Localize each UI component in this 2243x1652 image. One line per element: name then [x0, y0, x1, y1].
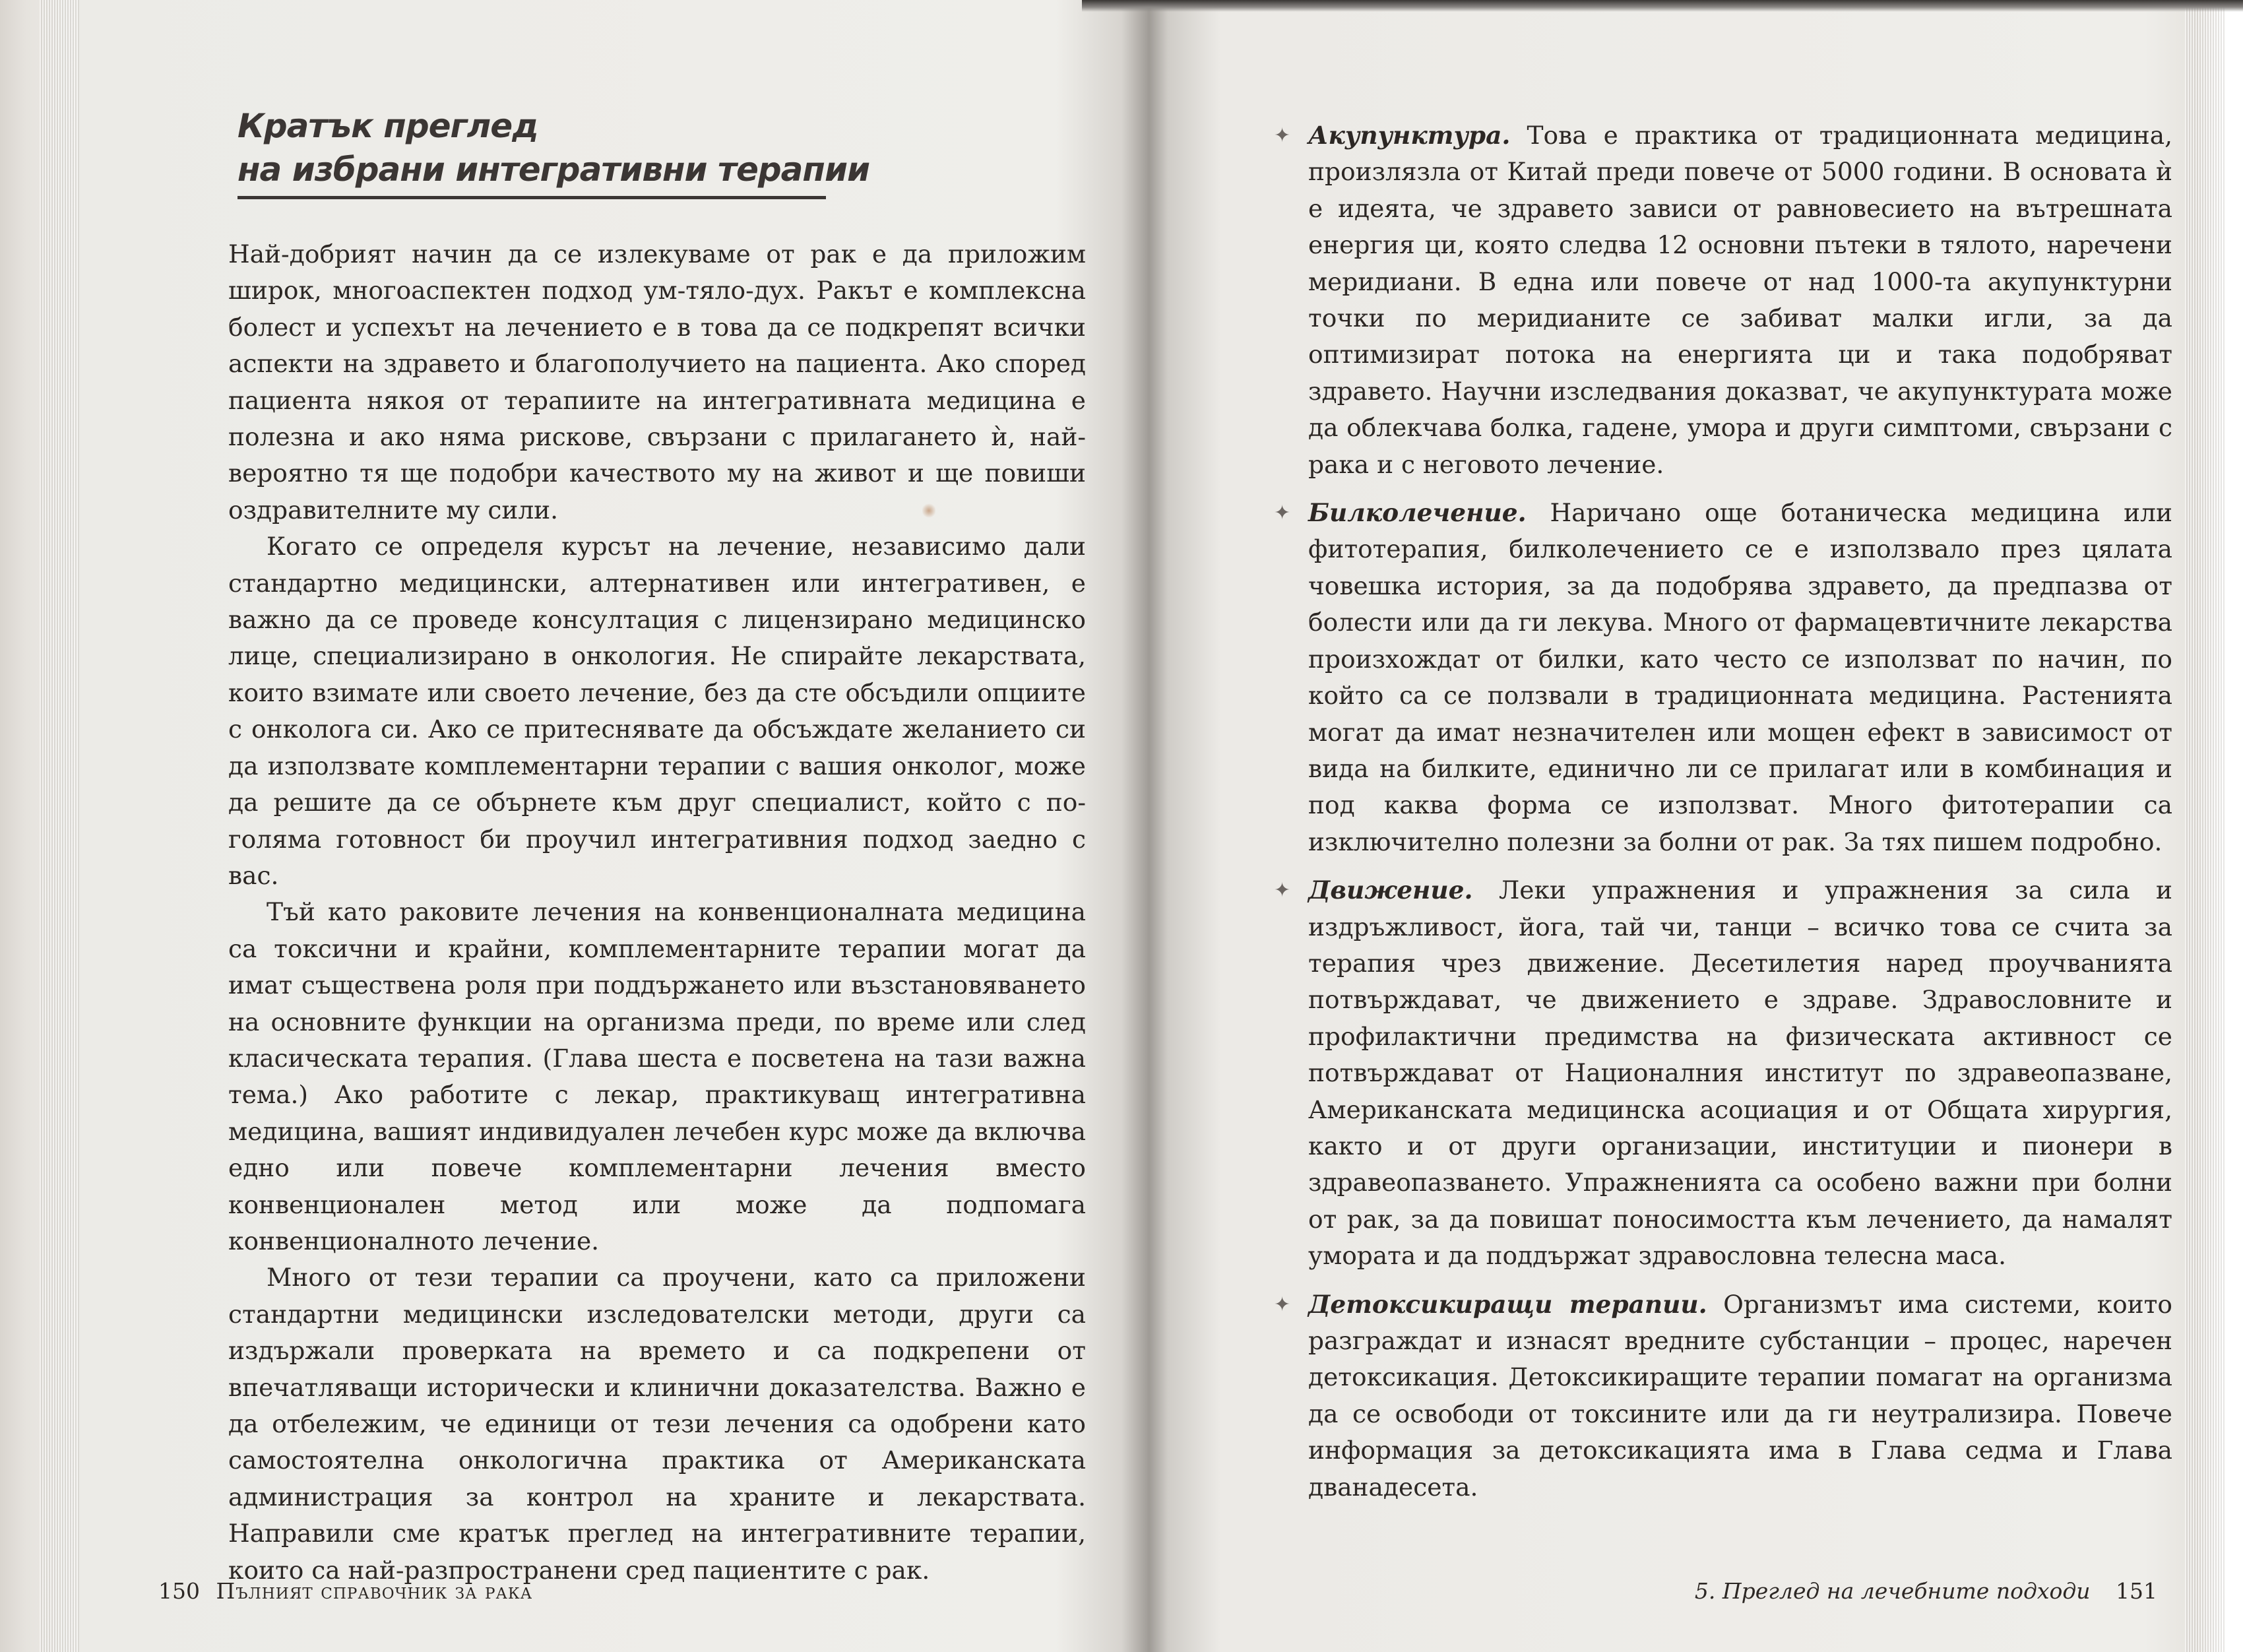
list-item [1274, 117, 2172, 483]
list-item-term: Движение. [1308, 875, 1473, 905]
heading-line-2: на избрани интегративни терапии [237, 150, 870, 189]
section-heading [237, 104, 869, 191]
page-edges-left [40, 0, 79, 1652]
list-item-text: Наричано още ботаническа медицина или фитотерапия, билколечението се е използвало през цялата човешка история, за да подобрява здравето, да предпазва от болести или да ги лекува. Много от фармацевтичните лекарства произхождат от билки, като често се използват по начин, по който са се ползвали в традиционната медицина. Растенията могат да имат незначителен или мощен ефект в зависимост от вида на билките, единично ли се прилагат или в комбинация и под каква форма се използват. Много фитотерапии са изключително полезни за болни от рак. За тях пишем подробно. [1308, 498, 2172, 856]
page-edges-right [2185, 0, 2225, 1652]
paragraph: Най-добрият начин да се излекуваме от рак е да приложим широк, многоаспектен подход ум-тяло-дух. Ракът е комплексна болест и успехът на лечението е в това да се подкрепят всички аспекти на здравето и благополучието на пациента. Ако според пациента някоя от терапиите на интегративната медицина е полезна и ако няма рискове, свързани с прилагането ѝ, най-вероятно тя ще подобри качеството му на живот и ще повиши оздравителните му сили. [228, 239, 1086, 524]
paragraph: Много от тези терапии са проучени, като са приложени стандартни медицински изследователски методи, други са издържали проверката на времето и са подкрепени от впечатляващи исторически и клинични доказателства. Важно е да отбележим, че единици от тези лечения са одобрени като самостоятелна онкологична практика от Американската администрация за контрол на храните и лекарствата. Направили сме кратък преглед на интегративните терапии, които са най-разпространени сред пациентите с рак. [228, 1263, 1086, 1585]
paragraph: Тъй като раковите лечения на конвенционалната медицина са токсични и крайни, комплементарните терапии могат да имат съществена роля при поддържането или възстановяването на основните функции на организма преди, по време или след класическата терапия. (Глава шеста е посветена на тази важна тема.) Ако работите с лекар, практикуващ интегративна медицина, вашият индивидуален лечебен курс може да включва едно или повече комплементарни лечения вместо конвенционален метод или може да подпомага конвенционалното лечение. [228, 897, 1086, 1255]
list-item [1274, 872, 2172, 1274]
therapy-list [1274, 117, 2172, 1517]
bullet-icon: ✦ [1274, 1292, 1291, 1316]
list-item-term: Билколечение. [1308, 498, 1527, 528]
running-title: Пълният справочник за рака [216, 1578, 533, 1604]
bullet-icon: ✦ [1274, 879, 1291, 903]
list-item [1274, 1287, 2172, 1506]
page-number-right: 151 [2116, 1578, 2157, 1604]
list-item-text: Организмът има системи, които разграждат и изнасят вредните субстанции – процес, наречен детоксикация. Детоксикиращите терапии помагат на организма да се освободи от токсините или да ги неутрализира. Повече информация за детоксикацията има в Глава седма и Глава дванадесета. [1308, 1289, 2172, 1502]
list-item-term: Акупунктура. [1308, 121, 1511, 150]
right-footer [1695, 1578, 2157, 1604]
list-item [1274, 495, 2172, 860]
right-page [1270, 0, 2180, 1652]
list-item-term: Детоксикиращи терапии. [1308, 1289, 1707, 1319]
list-item-text: Това е практика от традиционната медицина, произлязла от Китай преди повече от 5000 години. В основата ѝ е идеята, че здравето зависи от равновесието на вътрешната енергия ци, която следва 12 основни пътеки в тялото, наречени меридиани. В една или повече от над 1000-та акупунктурни точки по меридианите се забиват малки игли, за да оптимизират потока на енергията ци и така подобряват здравето. Научни изследвания доказват, че акупунктурата може да облекчава болка, гадене, умора и други симптоми, свързани с рака и с неговото лечение. [1308, 121, 2172, 479]
chapter-title: 5. Преглед на лечебните подходи [1694, 1578, 2091, 1604]
left-page [224, 0, 1089, 1652]
paragraph: Когато се определя курсът на лечение, независимо дали стандартно медицински, алтернативен или интегративен, е важно да се проведе консултация с лицензирано медицинско лице, специализирано в онкология. Не спирайте лекарствата, които взимате или своето лечение, без да сте обсъдили опциите с онколога си. Ако се притеснявате да обсъждате желанието си да използвате комплементарни терапии с вашия онколог, може да решите да се обърнете към друг специалист, който с по-голяма готовност би проучил интегративния подход заедно с вас. [228, 532, 1086, 890]
heading-underline [237, 196, 826, 199]
bullet-icon: ✦ [1274, 124, 1291, 147]
left-body-text [228, 236, 1086, 1589]
left-footer [158, 1578, 532, 1604]
heading-line-1: Кратък преглед [237, 107, 538, 145]
page-number-left: 150 [158, 1578, 200, 1604]
list-item-text: Леки упражнения и упражнения за сила и издръжливост, йога, тай чи, танци – всичко това се счита за терапия чрез движение. Десетилетия наред проучванията потвърждават, че движението е здраве. Здравословните и профилактични предимства на физическата активност се потвърждават от Националния институт по здравеопазване, Американската медицинска асоциация и от Общата хирургия, както и от други организации, институции и пионери в здравеопазването. Упражненията са особено важни при болни от рак, за да повишат поносимостта към лечението, да намалят умората и да поддържат здравословна телесна маса. [1308, 875, 2172, 1271]
bullet-icon: ✦ [1274, 501, 1291, 525]
